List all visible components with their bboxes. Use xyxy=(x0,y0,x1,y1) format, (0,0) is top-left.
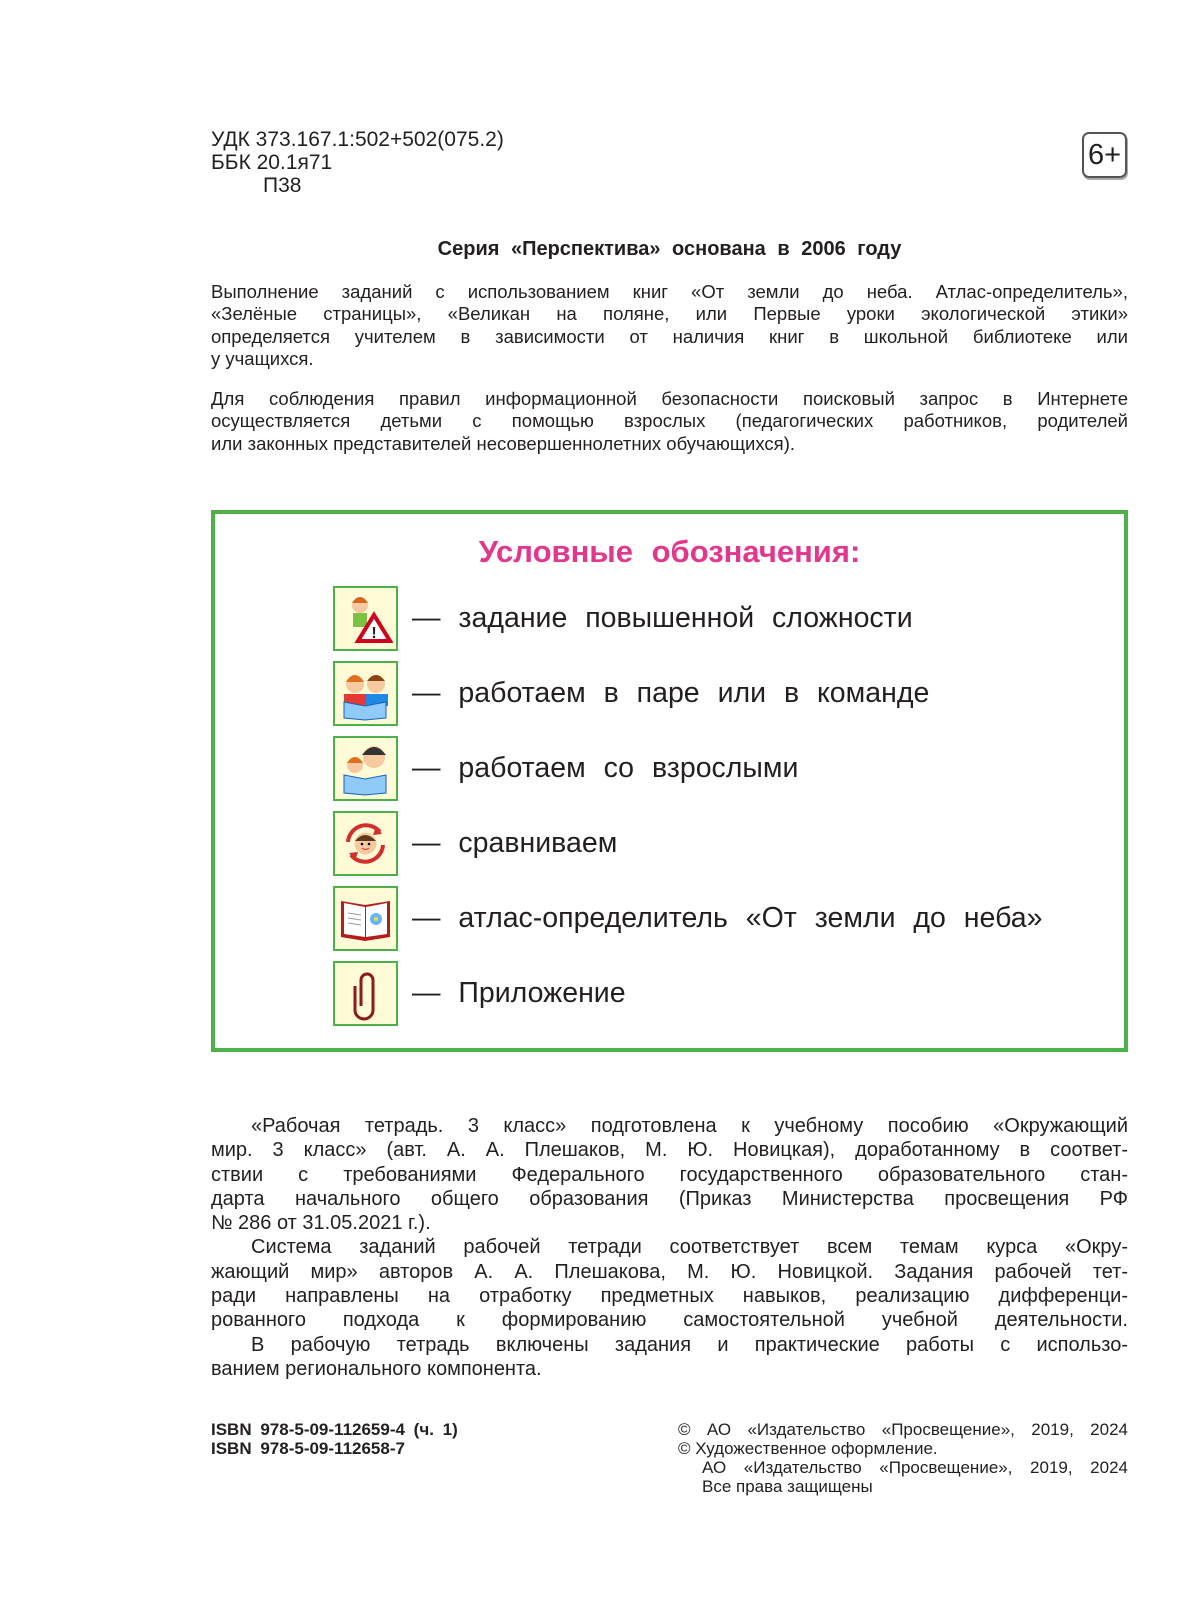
text-line: Для соблюдения правил информационной безопасности поисковый запрос в Интернете xyxy=(211,388,1128,409)
legend-box xyxy=(211,510,1128,1052)
classification-codes xyxy=(211,128,504,197)
text-line: ванием регионального компонента. xyxy=(211,1357,542,1380)
legend-title: Условные обозначения: xyxy=(478,534,861,569)
legend-item xyxy=(333,586,913,651)
description xyxy=(211,1114,1128,1381)
text-line: рованного подхода к формированию самостоятельной учебной деятельности. xyxy=(211,1309,1128,1332)
copyright-line: Все права защищены xyxy=(702,1477,873,1496)
author-code: П38 xyxy=(263,174,302,197)
udk-code: УДК 373.167.1:502+502(075.2) xyxy=(211,128,504,151)
legend-item xyxy=(333,961,626,1026)
isbn-block xyxy=(211,1420,458,1458)
legend-label: — задание повышенной сложности xyxy=(412,602,913,634)
copyright-line: © Художественное оформление. xyxy=(678,1439,938,1458)
copyright-block xyxy=(678,1420,1128,1496)
paragraph-books xyxy=(211,281,1128,370)
compare-icon xyxy=(333,811,398,876)
text-line: «Рабочая тетрадь. 3 класс» подготовлена к учебному пособию «Окружающий xyxy=(251,1115,1128,1137)
text-line: № 286 от 31.05.2021 г.). xyxy=(211,1212,431,1235)
text-line: дарта начального общего образования (Приказ Министерства просвещения РФ xyxy=(211,1187,1128,1210)
series-title: Серия «Перспектива» основана в 2006 году xyxy=(437,238,902,260)
adult-work-icon xyxy=(333,736,398,801)
text-line: Система заданий рабочей тетради соответствует всем темам курса «Окру- xyxy=(251,1236,1128,1259)
text-line: жающий мир» авторов А. А. Плешакова, М. Ю. Новицкой. Задания рабочей тет- xyxy=(211,1260,1128,1283)
isbn-full: ISBN 978-5-09-112658-7 xyxy=(211,1439,405,1458)
atlas-book-icon xyxy=(333,886,398,951)
legend-item xyxy=(333,811,617,876)
legend-label: — Приложение xyxy=(412,977,626,1009)
text-line: «Зелёные страницы», «Великан на поляне, или Первые уроки экологической этики» xyxy=(211,303,1128,325)
text-line: В рабочую тетрадь включены задания и практические работы с использо- xyxy=(251,1333,1128,1356)
copyright-line: © АО «Издательство «Просвещение», 2019, 2024 xyxy=(678,1420,1128,1439)
legend-item xyxy=(333,886,1042,951)
paperclip-icon xyxy=(333,961,398,1026)
legend-item xyxy=(333,736,798,801)
difficulty-warning-icon xyxy=(333,586,398,651)
legend-label: — сравниваем xyxy=(412,827,618,859)
legend-label: — атлас-определитель «От земли до неба» xyxy=(412,902,1043,934)
legend-item xyxy=(333,661,929,726)
pair-work-icon xyxy=(333,661,398,726)
text-line: осуществляется детьми с помощью взрослых (педагогических работников, родителей xyxy=(211,410,1128,432)
paragraph-safety xyxy=(211,388,1128,455)
text-line: Выполнение заданий с использованием книг «От земли до неба. Атлас-определитель», xyxy=(211,281,1128,302)
text-line: у учащихся. xyxy=(211,347,314,369)
text-line: ради направлены на отработку предметных навыков, реализацию дифференци- xyxy=(211,1285,1128,1308)
text-line: мир. 3 класс» (авт. А. А. Плешаков, М. Ю. Новицкая), доработанному в соответ- xyxy=(211,1139,1128,1162)
copyright-line: АО «Издательство «Просвещение», 2019, 2024 xyxy=(702,1458,1128,1477)
legend-label: — работаем в паре или в команде xyxy=(412,677,930,709)
isbn-part: ISBN 978-5-09-112659-4 (ч. 1) xyxy=(211,1420,458,1439)
bbk-code: ББК 20.1я71 xyxy=(211,151,333,174)
text-line: ствии с требованиями Федерального государственного образовательного стан- xyxy=(211,1163,1128,1186)
svg-text:!: ! xyxy=(371,625,377,642)
age-rating-badge: 6+ xyxy=(1082,132,1127,178)
text-line: или законных представителей несовершеннолетних обучающихся). xyxy=(211,432,796,454)
text-line: определяется учителем в зависимости от наличия книг в школьной библиотеке или xyxy=(211,325,1128,347)
legend-label: — работаем со взрослыми xyxy=(412,752,799,784)
